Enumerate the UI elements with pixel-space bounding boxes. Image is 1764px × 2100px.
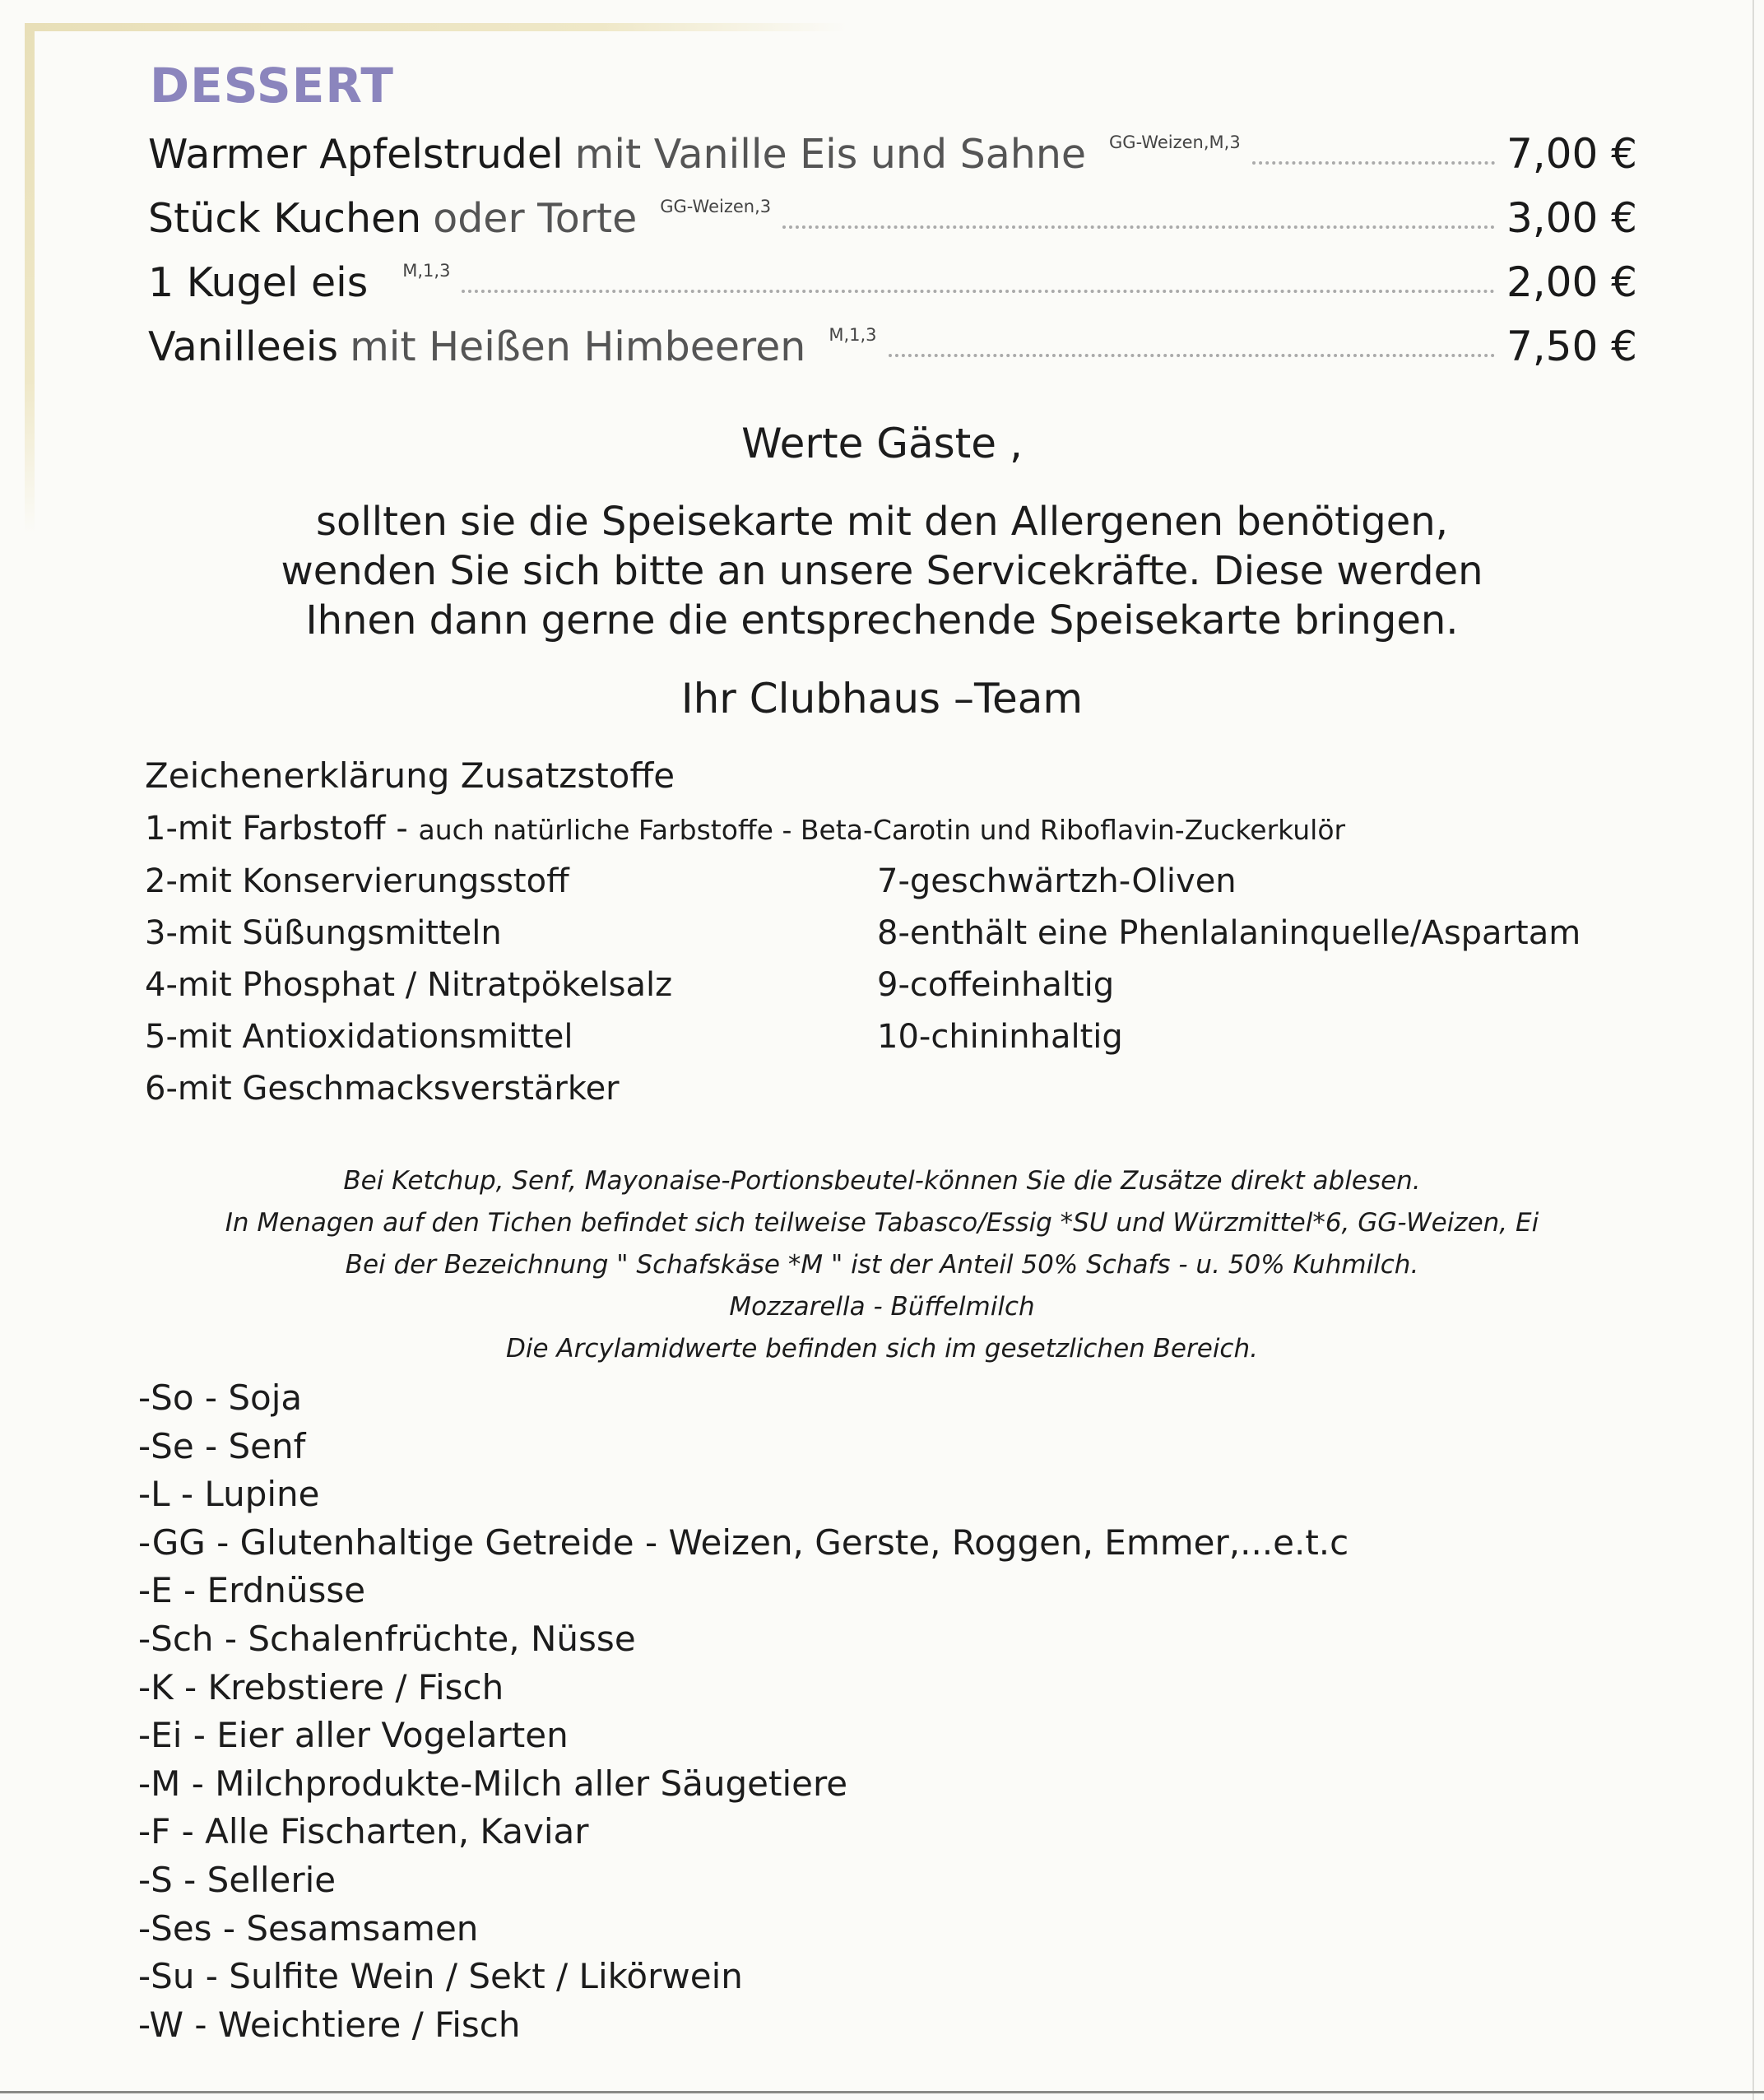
signature: Ihr Clubhaus –Team bbox=[680, 675, 1084, 722]
menu-item-description: mit Heißen Himbeeren bbox=[350, 323, 806, 370]
allergen-item: -Su - Sulfite Wein / Sekt / Likörwein bbox=[138, 1956, 743, 1997]
additive-item: 9-coffeinhaltig bbox=[877, 966, 1115, 1004]
allergen-item: -Sch - Schalenfrüchte, Nüsse bbox=[138, 1618, 636, 1659]
page-edge-bottom bbox=[0, 2091, 1764, 2093]
allergen-item: -GG - Glutenhaltige Getreide - Weizen, Gerste, Roggen, Emmer,...e.t.c bbox=[138, 1522, 1349, 1563]
allergen-list bbox=[138, 1374, 1349, 2049]
allergen-item: -L - Lupine bbox=[138, 1474, 320, 1515]
menu-item bbox=[148, 130, 1637, 188]
menu-item-price: 2,00 € bbox=[1506, 258, 1637, 306]
allergen-item: -Se - Senf bbox=[138, 1425, 306, 1466]
dot-leader bbox=[462, 290, 1495, 293]
menu-item-price: 3,00 € bbox=[1506, 194, 1637, 242]
additive-main: 1-mit Farbstoff - bbox=[145, 810, 408, 848]
additive-item: 7-geschwärtzh-Oliven bbox=[877, 862, 1237, 900]
additive-item: 10-chininhaltig bbox=[877, 1018, 1123, 1056]
allergen-item: -Ei - Eier aller Vogelarten bbox=[138, 1715, 569, 1756]
allergen-notice bbox=[0, 497, 1764, 645]
note-line: In Menagen auf den Tichen befindet sich teilweise Tabasco/Essig *SU und Würzmittel*6, GG-Weizen, Ei bbox=[225, 1208, 1539, 1238]
dot-leader bbox=[1252, 161, 1495, 165]
allergen-item: -So - Soja bbox=[138, 1378, 303, 1418]
menu-item-allergens: GG-Weizen,M,3 bbox=[1109, 132, 1241, 152]
allergen-item: -Ses - Sesamsamen bbox=[138, 1907, 479, 1949]
notes-block bbox=[0, 1160, 1764, 1370]
additives-list-left bbox=[145, 856, 672, 1115]
notice-line: sollten sie die Speisekarte mit den Allergenen benötigen, bbox=[316, 499, 1448, 545]
allergen-item: -S - Sellerie bbox=[138, 1859, 337, 1900]
menu-item-allergens: M,1,3 bbox=[402, 261, 451, 281]
allergen-item: -K - Krebstiere / Fisch bbox=[138, 1666, 504, 1707]
additive-item: 3-mit Süßungsmitteln bbox=[145, 914, 502, 952]
additives-title: Zeichenerklärung Zusatzstoffe bbox=[145, 755, 675, 796]
note-line: Bei Ketchup, Senf, Mayonaise-Portionsbeutel-können Sie die Zusätze direkt ablesen. bbox=[343, 1166, 1421, 1196]
dot-leader bbox=[889, 354, 1495, 357]
menu-item-description: oder Torte bbox=[433, 195, 638, 242]
page-edge-right bbox=[1752, 0, 1754, 2100]
menu-item-name: Stück Kuchen bbox=[148, 195, 422, 242]
allergen-item: -F - Alle Fischarten, Kaviar bbox=[138, 1811, 589, 1852]
menu-item bbox=[148, 194, 1637, 252]
dot-leader bbox=[782, 225, 1495, 229]
additive-item: 8-enthält eine Phenlalaninquelle/Aspartam bbox=[877, 914, 1581, 952]
greeting: Werte Gäste , bbox=[741, 420, 1023, 467]
additive-item: 4-mit Phosphat / Nitratpökelsalz bbox=[145, 966, 673, 1004]
additive-item: 5-mit Antioxidationsmittel bbox=[145, 1018, 573, 1056]
menu-item-price: 7,50 € bbox=[1506, 323, 1637, 370]
allergen-item: -E - Erdnüsse bbox=[138, 1570, 366, 1611]
notice-line: Ihnen dann gerne die entsprechende Speisekarte bringen. bbox=[305, 597, 1459, 643]
additives-list-right bbox=[877, 856, 1581, 1063]
menu-item-name: Vanilleeis bbox=[148, 323, 339, 370]
additive-detail: auch natürliche Farbstoffe - Beta-Carotin und Riboflavin-Zuckerkulör bbox=[418, 814, 1346, 846]
notice-line: wenden Sie sich bitte an unsere Servicekräfte. Diese werden bbox=[281, 548, 1483, 594]
menu-item bbox=[148, 323, 1637, 380]
additive-item: 6-mit Geschmacksverstärker bbox=[145, 1070, 620, 1108]
menu-item-allergens: M,1,3 bbox=[829, 325, 877, 345]
allergen-item: -W - Weichtiere / Fisch bbox=[138, 2004, 521, 2045]
additive-item: 2-mit Konservierungsstoff bbox=[145, 862, 569, 900]
note-line: Die Arcylamidwerte befinden sich im gesetzlichen Bereich. bbox=[506, 1334, 1258, 1364]
additive-item bbox=[145, 810, 1345, 848]
decorative-frame-top bbox=[25, 23, 847, 31]
note-line: Bei der Bezeichnung " Schafskäse *M " ist der Anteil 50% Schafs - u. 50% Kuhmilch. bbox=[345, 1250, 1419, 1280]
menu-item bbox=[148, 258, 1637, 316]
menu-item-name: Warmer Apfelstrudel bbox=[148, 131, 564, 178]
menu-item-allergens: GG-Weizen,3 bbox=[660, 197, 772, 216]
allergen-item: -M - Milchprodukte-Milch aller Säugetiere bbox=[138, 1763, 848, 1804]
menu-item-name: 1 Kugel eis bbox=[148, 259, 369, 306]
menu-item-price: 7,00 € bbox=[1506, 130, 1637, 178]
menu-item-description: mit Vanille Eis und Sahne bbox=[574, 131, 1087, 178]
section-title: DESSERT bbox=[150, 58, 394, 114]
note-line: Mozzarella - Büffelmilch bbox=[729, 1292, 1035, 1322]
